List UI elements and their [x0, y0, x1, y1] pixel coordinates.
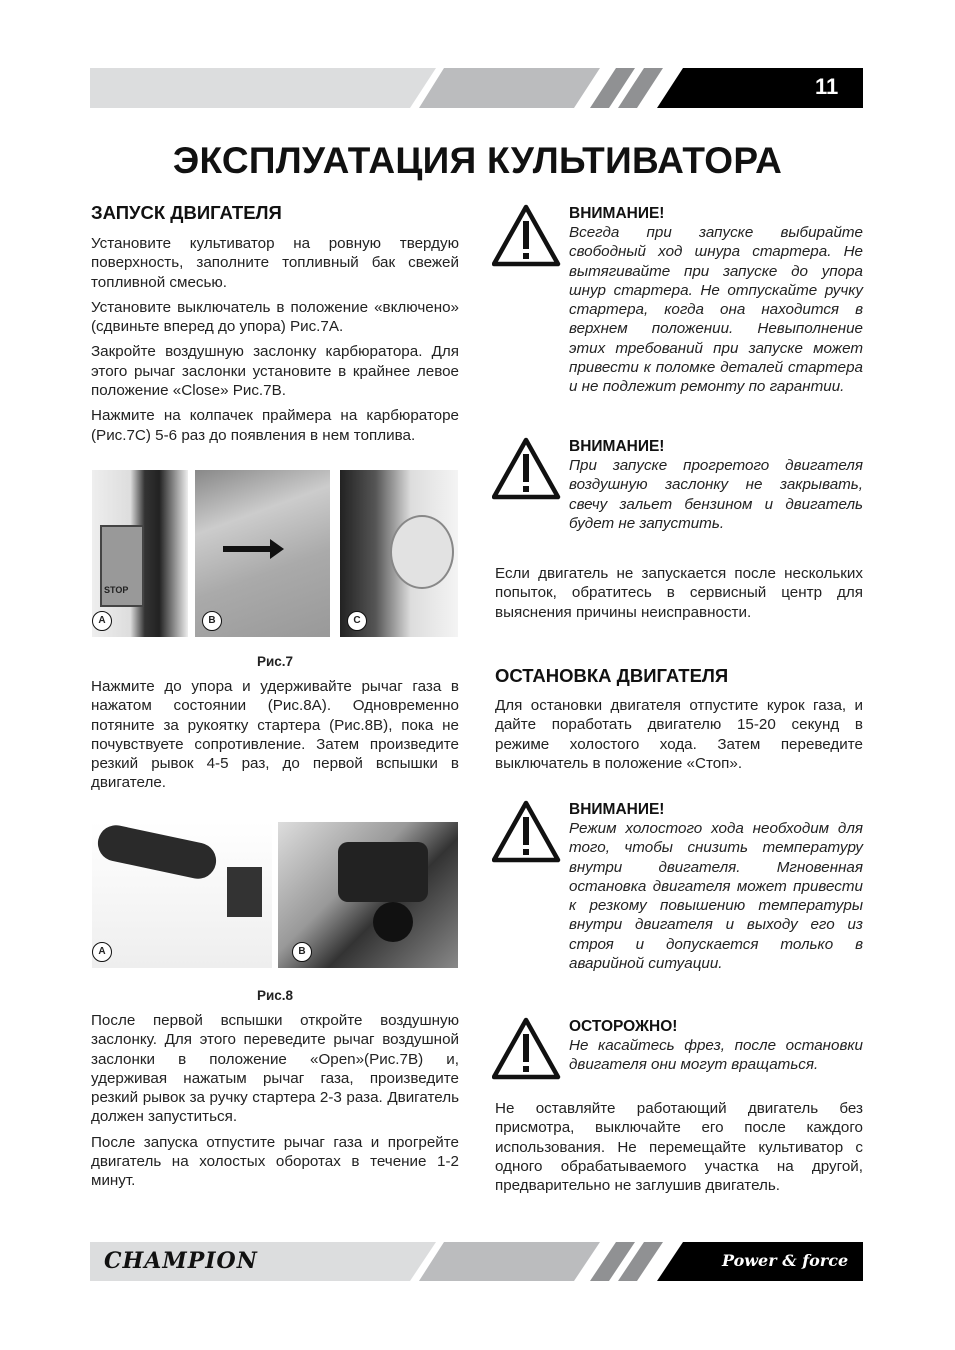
header-bar	[90, 68, 863, 108]
paragraph: Установите выключатель в положение «включено» (сдвиньте вперед до упора) Рис.7А.	[91, 298, 459, 336]
paragraph: Не оставляйте работающий двигатель без присмотра, выключайте его после каждого использования. Не перемещайте культиватор с одного обрабатываемого участка на другой, предварительно не заглушив двигатель.	[495, 1100, 863, 1195]
page-number: 11	[815, 74, 839, 99]
paragraph: Если двигатель не запускается после нескольких попыток, обратитесь в сервисный центр для выяснения причины неисправности.	[495, 565, 863, 621]
warning-2	[492, 437, 863, 533]
warning-title: ВНИМАНИЕ!	[569, 438, 665, 455]
warning-3	[492, 800, 863, 973]
warning-icon	[492, 437, 562, 501]
photo-throttle	[92, 822, 272, 968]
figure-caption: Рис.8	[256, 988, 294, 1003]
figure-label: C	[347, 611, 367, 631]
warning-text: Не касайтесь фрез, после остановки двигателя они могут вращаться.	[569, 1037, 863, 1074]
warning-icon	[492, 204, 562, 268]
warning-title: ОСТОРОЖНО!	[569, 1018, 678, 1035]
figure-label: B	[202, 611, 222, 631]
warning-text: При запуске прогретого двигателя воздушную заслонку не закрывать, свечу зальет бензином и двигатель будет не запустить.	[569, 457, 863, 532]
paragraph: Закройте воздушную заслонку карбюратора. Для этого рычаг заслонки установите в крайнее левое положение «Close» Рис.7В.	[91, 343, 459, 400]
figure-label: A	[92, 942, 112, 962]
figure-label: A	[92, 611, 112, 631]
paragraph: После первой вспышки откройте воздушную заслонку. Для этого переведите рычаг воздушной заслонки в положение «Open»(Рис.7В) и, удерживая нажатым рычаг газа, произведите резкий рывок за ручку стартера 2-3 раза. Двигатель должен запуститься.	[91, 1012, 459, 1126]
paragraph: Для остановки двигателя отпустите курок газа, и дайте поработать двигателю 15-20 секунд в режиме холостого хода. Затем переведите выключатель в положение «Стоп».	[495, 697, 863, 772]
section-heading-stop: ОСТАНОВКА ДВИГАТЕЛЯ	[495, 665, 729, 686]
paragraph: Нажмите на колпачек праймера на карбюраторе (Рис.7С) 5-6 раз до появления в нем топлива.	[91, 407, 459, 444]
warning-icon	[492, 1017, 562, 1081]
warning-title: ВНИМАНИЕ!	[569, 801, 665, 818]
photo-switch: STOP	[92, 470, 188, 637]
warning-1	[492, 204, 863, 397]
warning-title: ВНИМАНИЕ!	[569, 205, 665, 222]
figure-label: B	[292, 942, 312, 962]
figure-caption: Рис.7	[256, 654, 294, 669]
footer-slogan: Power & force	[722, 1251, 849, 1270]
warning-text: Режим холостого хода необходим для того, чтобы снизить температуру внутри двигателя. Мгновенная остановка двигателя может привести к резкому повышению температуры внутри двигателя и выходу его из строя и допускается только в аварийной ситуации.	[569, 820, 863, 973]
warning-text: Всегда при запуске выбирайте свободный ход шнура стартера. Не вытягивайте при запуске до упора шнур стартера. Не отпускайте ручку стартера, когда она находится в верхнем положении. Невыполнение этих требований при запуске может привести к поломке деталей стартера и не подлежит ремонту по гарантии.	[569, 224, 863, 396]
section-heading-start: ЗАПУСК ДВИГАТЕЛЯ	[91, 202, 282, 223]
paragraph: Нажмите до упора и удерживайте рычаг газа в нажатом состоянии (Рис.8А). Одновременно потяните за рукоятку стартера (Рис.8В), пока не почувствуете сопротивление. Затем произведите резкий рывок 4-5 раз, до первой вспышки в двигателе.	[91, 678, 459, 792]
paragraph: Установите культиватор на ровную твердую поверхность, заполните топливный бак свежей топливной смесью.	[91, 235, 459, 291]
page-title: ЭКСПЛУАТАЦИЯ КУЛЬТИВАТОРА	[172, 140, 783, 181]
warning-icon	[492, 800, 562, 864]
warning-4	[492, 1017, 863, 1075]
champion-logo: CHAMPION	[104, 1248, 258, 1274]
paragraph: После запуска отпустите рычаг газа и прогрейте двигатель на холостых оборотах в течение 1-2 минут.	[91, 1133, 459, 1190]
